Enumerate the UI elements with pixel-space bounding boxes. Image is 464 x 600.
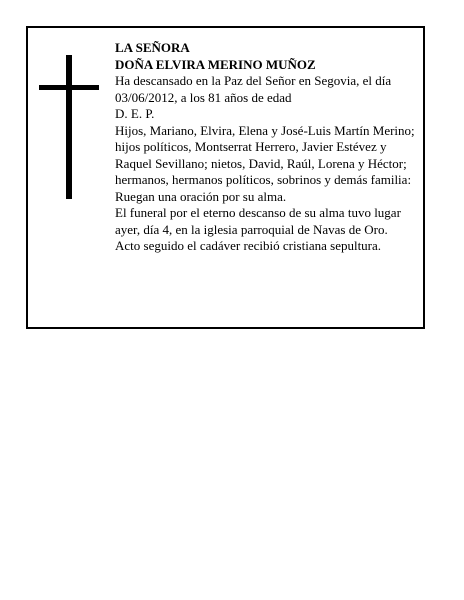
family-list: Hijos, Mariano, Elvira, Elena y José-Luis Martín Merino; hijos políticos, Montserrat Herrero, Javier Estévez y Raquel Sevillano; nietos, David, Raúl, Lorena y Héctor; hermanos, hermanos políticos, sobrinos y demás familia: — [115, 122, 415, 187]
obituary-notice — [26, 26, 425, 329]
deceased-name: DOÑA ELVIRA MERINO MUÑOZ — [115, 56, 316, 72]
prayer-request: Ruegan una oración por su alma. — [115, 188, 287, 204]
funeral-info: El funeral por el eterno descanso de su alma tuvo lugar ayer, día 4, en la iglesia parroquial de Navas de Oro. Acto seguido el cadáver recibió cristiana sepultura. — [115, 205, 401, 253]
obituary-text — [115, 40, 415, 255]
cross-vertical-bar — [66, 55, 72, 199]
death-info: Ha descansado en la Paz del Señor en Segovia, el día 03/06/2012, a los 81 años de edad — [115, 73, 392, 105]
cross-icon — [39, 55, 99, 199]
heading-title: LA SEÑORA — [115, 40, 190, 55]
cross-horizontal-bar — [39, 85, 99, 90]
dep-line: D. E. P. — [115, 106, 155, 121]
